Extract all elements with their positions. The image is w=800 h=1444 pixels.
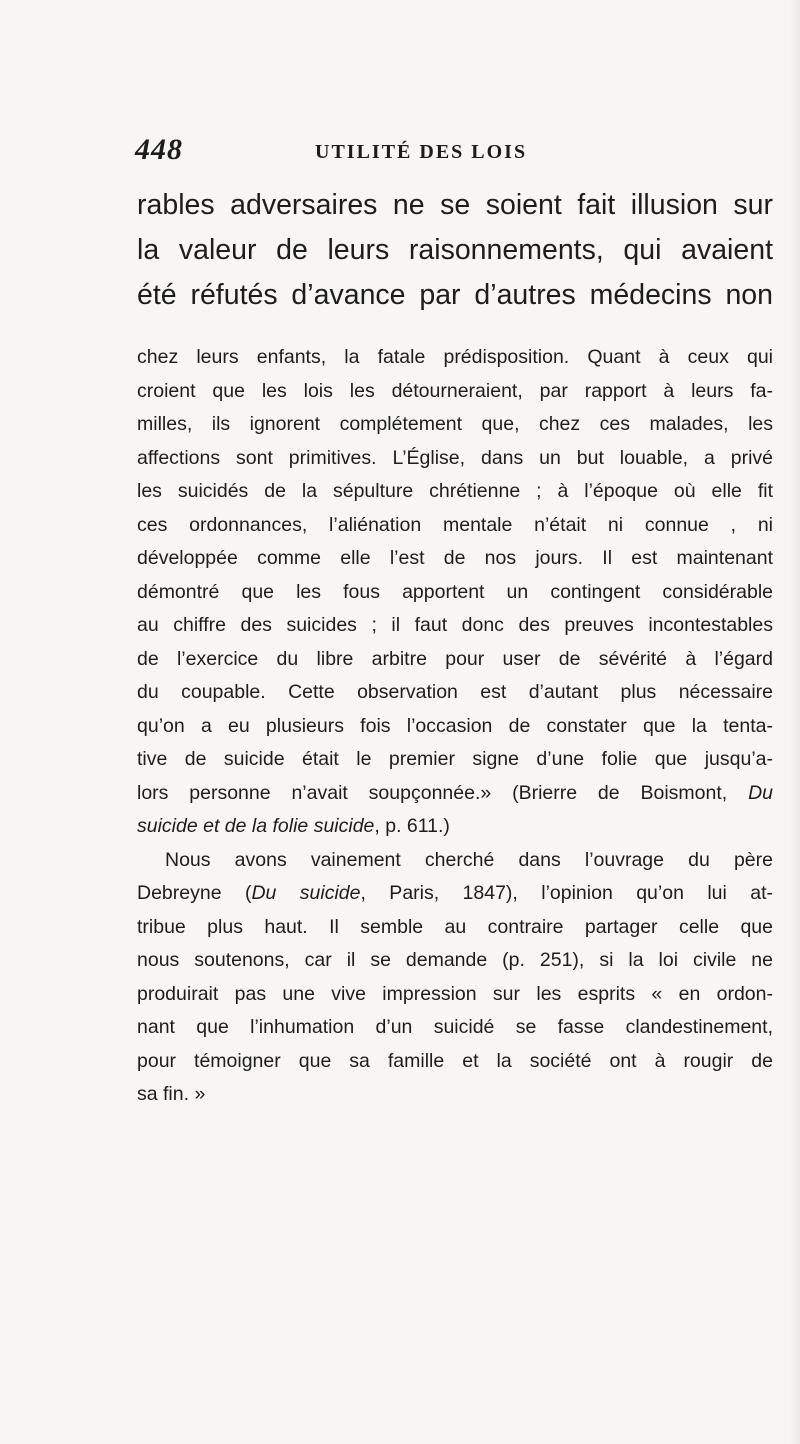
text-line: tribue plus haut. Il semble au contraire partager celle que: [137, 915, 773, 938]
text-line: chez leurs enfants, la fatale prédisposition. Quant à ceux qui: [137, 346, 773, 368]
citation-title-italic: suicide et de la folie suicide: [137, 815, 375, 837]
running-title: UTILITÉ DES LOIS: [315, 141, 528, 163]
text-line: démontré que les fous apportent un contingent considérable: [137, 580, 773, 603]
text-line: de l’exercice du libre arbitre pour user de sévérité à l’égard: [137, 647, 773, 670]
lead-line: été réfutés d’avance par d’autres médecins non: [137, 279, 773, 311]
text-line: du coupable. Cette observation est d’autant plus nécessaire: [137, 681, 773, 703]
page-header: [135, 133, 715, 173]
paragraph-first-line: Nous avons vainement cherché dans l’ouvrage du père: [165, 848, 773, 871]
text-line: milles, ils ignorent complétement que, chez ces malades, les: [137, 413, 773, 435]
page-number: 448: [135, 133, 183, 166]
text-line: ces ordonnances, l’aliénation mentale n’était ni connue , ni: [137, 513, 773, 536]
page-edge-shadow: [790, 0, 800, 1444]
lead-line: rables adversaires ne se soient fait illusion sur: [137, 189, 773, 221]
text-line: produirait pas une vive impression sur les esprits « en ordon-: [137, 982, 773, 1005]
citation-page: , p. 611.): [374, 815, 450, 837]
text-line: nous soutenons, car il se demande (p. 251), si la loi civile ne: [137, 949, 773, 971]
text-line-final: sa fin. »: [137, 1083, 206, 1105]
text-line: au chiffre des suicides ; il faut donc des preuves incontestables: [137, 614, 773, 636]
citation-title-italic: Du: [748, 781, 774, 804]
text-line: les suicidés de la sépulture chrétienne ; à l’époque où elle fit: [137, 480, 773, 502]
text-line-with-citation: [137, 877, 773, 911]
text-line: développée comme elle l’est de nos jours. Il est maintenant: [137, 547, 773, 569]
text-line-with-citation: [137, 777, 773, 811]
text-line: nant que l’inhumation d’un suicidé se fasse clandestinement,: [137, 1016, 773, 1038]
citation-title-italic: Du suicide: [251, 882, 361, 904]
lead-line: la valeur de leurs raisonnements, qui avaient: [137, 234, 773, 266]
text-line: affections sont primitives. L’Église, dans un but louable, a privé: [137, 446, 773, 469]
small-type-passage: [137, 341, 773, 1112]
text-fragment: Debreyne (: [137, 882, 252, 904]
text-line: croient que les lois les détourneraient, par rapport à leurs fa-: [137, 379, 773, 402]
large-type-passage: [137, 183, 773, 318]
text-line: qu’on a eu plusieurs fois l’occasion de constater que la tenta-: [137, 714, 773, 737]
text-line: tive de suicide était le premier signe d’une folie que jusqu’a-: [137, 748, 773, 770]
text-line-citation-end: [137, 810, 773, 844]
citation-text: lors personne n’avait soupçonnée.» (Brierre de Boismont,: [137, 781, 728, 804]
text-line: pour témoigner que sa famille et la société ont à rougir de: [137, 1049, 773, 1072]
text-fragment: , Paris, 1847), l’opinion qu’on lui at-: [360, 882, 773, 904]
